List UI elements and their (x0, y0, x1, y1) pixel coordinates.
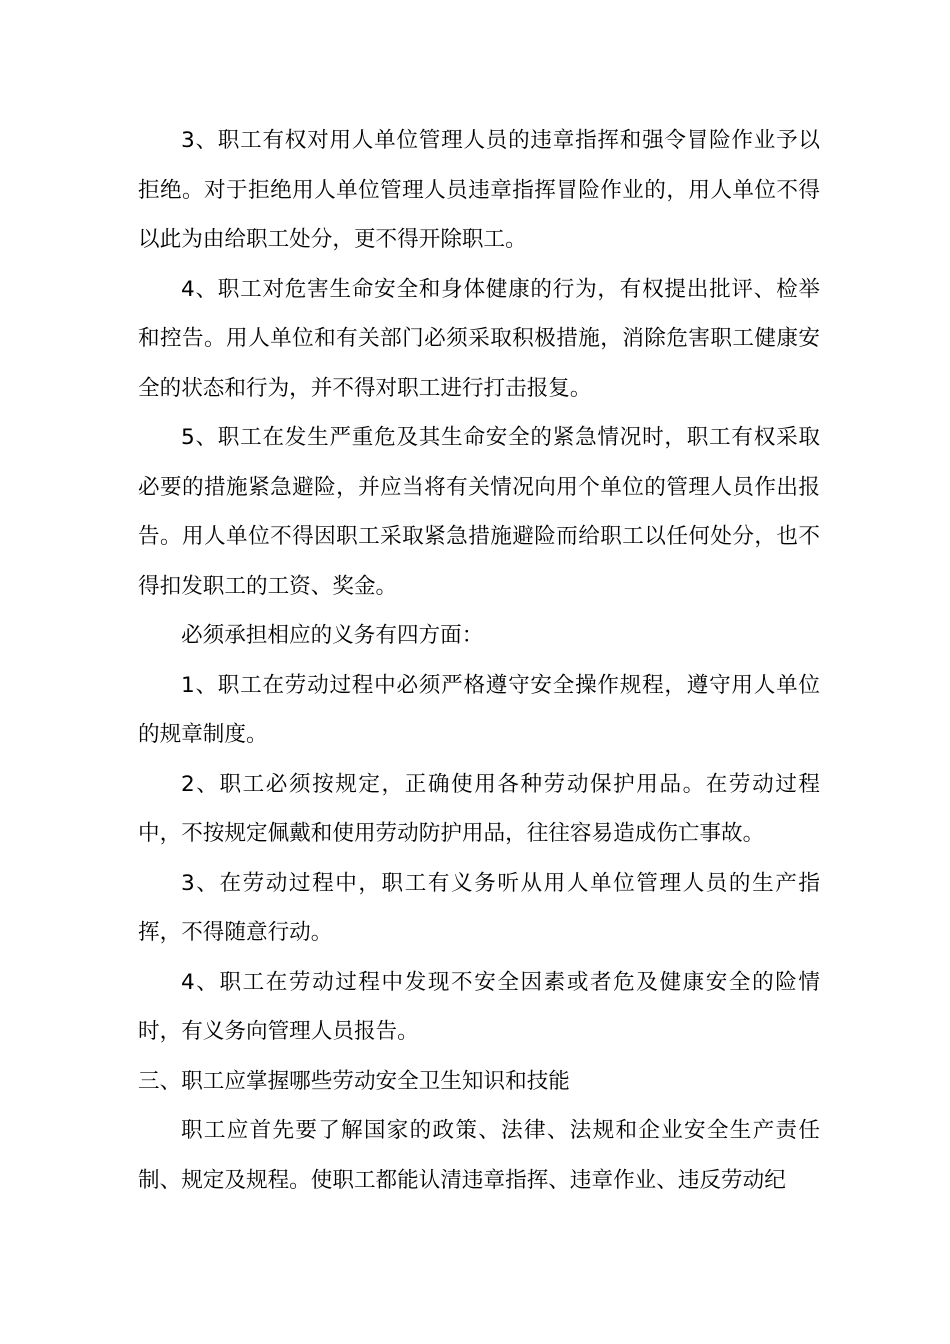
document-body (138, 116, 820, 1205)
paragraph-duties-intro: 必须承担相应的义务有四方面： (181, 623, 484, 648)
paragraph-duty-4: 4、职工在劳动过程中发现不安全因素或者危及健康安全的险情时，有义务向管理人员报告。 (138, 969, 820, 1044)
paragraph-duty-2: 2、职工必须按规定，正确使用各种劳动保护用品。在劳动过程中，不按规定佩戴和使用劳动防护用品，往往容易造成伤亡事故。 (138, 771, 820, 846)
paragraph-knowledge: 职工应首先要了解国家的政策、法律、法规和企业安全生产责任制、规定及规程。使职工都能认清违章指挥、违章作业、违反劳动纪 (138, 1118, 820, 1193)
paragraph-duty-1: 1、职工在劳动过程中必须严格遵守安全操作规程，遵守用人单位的规章制度。 (138, 672, 820, 747)
paragraph-right-4: 4、职工对危害生命安全和身体健康的行为，有权提出批评、检举和控告。用人单位和有关部门必须采取积极措施，消除危害职工健康安全的状态和行为，并不得对职工进行打击报复。 (138, 276, 820, 401)
paragraph-right-5: 5、职工在发生严重危及其生命安全的紧急情况时，职工有权采取必要的措施紧急避险，并应当将有关情况向用个单位的管理人员作出报告。用人单位不得因职工采取紧急措施避险而给职工以任何处分，也不得扣发职工的工资、奖金。 (138, 425, 820, 599)
paragraph-duty-3: 3、在劳动过程中，职工有义务听从用人单位管理人员的生产指挥，不得随意行动。 (138, 870, 820, 945)
section-heading: 三、职工应掌握哪些劳动安全卫生知识和技能 (138, 1068, 570, 1094)
paragraph-right-3: 3、职工有权对用人单位管理人员的违章指挥和强令冒险作业予以拒绝。对于拒绝用人单位管理人员违章指挥冒险作业的，用人单位不得以此为由给职工处分，更不得开除职工。 (138, 128, 820, 252)
